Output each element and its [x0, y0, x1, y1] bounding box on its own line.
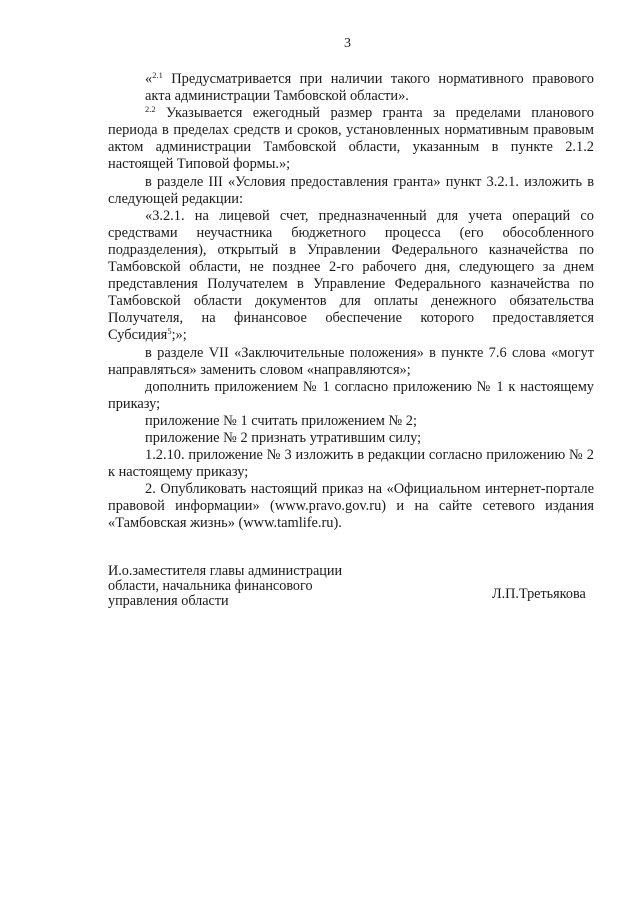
paragraph-text-end: ;»; — [171, 327, 187, 344]
signatory-position — [108, 564, 342, 609]
paragraph-add-appendix: дополнить приложением № 1 согласно приложению № 1 к настоящему приказу; — [108, 378, 594, 412]
position-line: управления области — [108, 593, 229, 609]
page-number: 3 — [344, 36, 351, 51]
footnote-2-2 — [108, 105, 594, 173]
footnote-marker: 2.2 — [145, 104, 156, 115]
paragraph-appendix-2: приложение № 2 признать утратившим силу; — [145, 429, 422, 446]
paragraph-appendix-1: приложение № 1 считать приложением № 2; — [145, 412, 418, 429]
position-line: области, начальника финансового — [108, 578, 313, 594]
paragraph-text: Указывается ежегодный размер гранта за пределами планового периода в пределах средств и сроков, установленных нормативным правовым актом администрации Тамбовской области, указанным в пункте 2.1.2 настоящей Типовой формы.»; — [108, 105, 594, 173]
footnote-marker: 5 — [167, 326, 172, 337]
paragraph-clause-1-2-10: 1.2.10. приложение № 3 изложить в редакции согласно приложению № 2 к настоящему приказу; — [108, 447, 594, 481]
paragraph-section-3: в разделе III «Условия предоставления гранта» пункт 3.2.1. изложить в следующей редакции: — [108, 173, 594, 207]
paragraph-text: Предусматривается при наличии такого нормативного правового акта администрации Тамбовской области». — [145, 71, 594, 105]
position-line: И.о.заместителя главы администрации — [108, 563, 343, 579]
footnote-marker: 2.1 — [152, 70, 163, 80]
document-body — [108, 71, 594, 533]
paragraph-section-7: в разделе VII «Заключительные положения» в пункте 7.6 слова «могут направляться» заменить словом «направляются»; — [108, 344, 594, 378]
signatory-name: Л.П.Третьякова — [492, 586, 586, 602]
paragraph-text: «3.2.1. на лицевой счет, предназначенный для учета операций со средствами неучастника бюджетного процесса (его обособленного подразделения), открытый в Управлении Федерального казначейства по Тамбовской области, не позднее 2-го рабочего дня, следующего за днем представления Получателем в Управление Федерального казначейства по Тамбовской области документов для оплаты денежного обязательства Получателя, на финансовое обеспечение которого предоставляется Субсидия — [108, 207, 594, 344]
footnote-2-1 — [108, 71, 594, 105]
paragraph-publish: 2. Опубликовать настоящий приказ на «Официальном интернет-портале правовой информации» (www.pravo.gov.ru) и на сайте сетевого издания «Тамбовская жизнь» (www.tamlife.ru). — [108, 481, 594, 532]
quote-mark: « — [145, 71, 153, 87]
paragraph-clause-3-2-1 — [108, 208, 594, 345]
